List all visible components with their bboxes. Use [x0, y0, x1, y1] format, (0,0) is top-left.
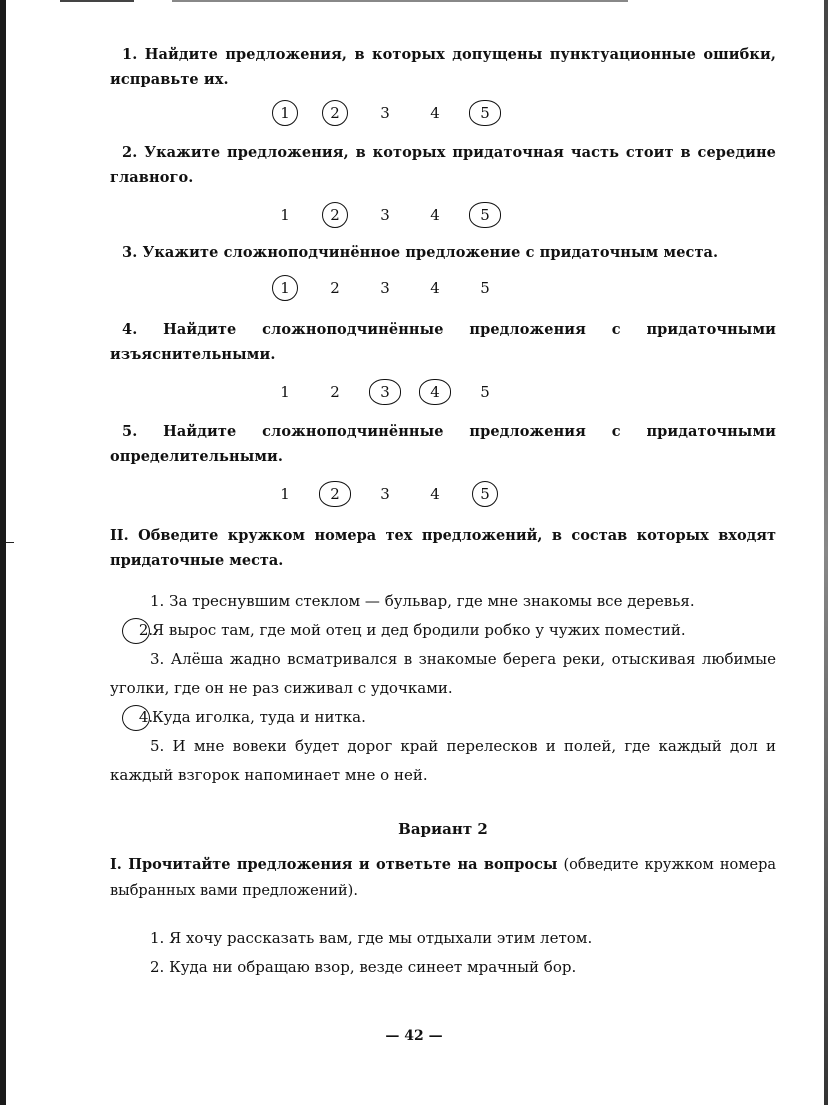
answer-option[interactable]: 1: [280, 206, 290, 224]
answer-option-circled[interactable]: 1: [260, 100, 310, 126]
sentence-item: 2. Куда ни обращаю взор, везде синеет мрачный бор.: [110, 953, 776, 982]
answer-option[interactable]: 4: [430, 206, 440, 224]
task-3: [110, 240, 776, 303]
variant-2: [110, 820, 776, 982]
task-2: [110, 140, 776, 230]
answer-options: [260, 479, 776, 509]
answer-options: [260, 200, 776, 230]
answer-option[interactable]: 4: [430, 279, 440, 297]
top-rule: [172, 0, 628, 2]
answer-option-circled[interactable]: 1: [260, 275, 310, 301]
answer-option-circled[interactable]: 2: [310, 202, 360, 228]
sentence-number-circled[interactable]: 4.: [122, 705, 150, 731]
page-number: — 42 —: [385, 1028, 443, 1044]
task-text: 1. Найдите предложения, в которых допущены пунктуационные ошибки, исправьте их.: [110, 46, 776, 88]
task-1: [110, 42, 776, 128]
section-heading: I. Прочитайте предложения и ответьте на вопросы (обведите кружком номера выбранных вами предложений).: [110, 856, 776, 899]
sentence-number[interactable]: 2.: [150, 958, 165, 976]
answer-option[interactable]: 4: [430, 485, 440, 503]
answer-option-circled[interactable]: 2: [310, 481, 360, 507]
sentence-item: 3. Алёша жадно всматривался в знакомые берега реки, отыскивая любимые уголки, где он не раз сиживал с удочками.: [110, 645, 776, 703]
answer-option[interactable]: 4: [430, 104, 440, 122]
task-4: [110, 317, 776, 407]
sentence-item: 4.Куда иголка, туда и нитка.: [110, 703, 776, 732]
answer-option[interactable]: 5: [480, 279, 490, 297]
section-heading: II. Обведите кружком номера тех предложений, в состав которых входят придаточные места.: [110, 527, 776, 569]
answer-option[interactable]: 3: [380, 206, 390, 224]
sentence-number[interactable]: 1.: [150, 929, 165, 947]
answer-option-circled[interactable]: 5: [460, 481, 510, 507]
sentence-list: [110, 587, 776, 790]
task-5: [110, 419, 776, 509]
task-text: 5. Найдите сложноподчинённые предложения с придаточными определительными.: [110, 423, 776, 465]
part-2: [110, 523, 776, 790]
sentence-number[interactable]: 5.: [150, 737, 165, 755]
sentence-number[interactable]: 3.: [150, 650, 165, 668]
top-rule: [60, 0, 134, 2]
task-text: 2. Укажите предложения, в которых придаточная часть стоит в середине главного.: [110, 144, 776, 186]
scan-mark: [6, 542, 14, 543]
answer-option-circled[interactable]: 5: [460, 100, 510, 126]
sentence-item: 2.Я вырос там, где мой отец и дед бродили робко у чужих поместий.: [110, 616, 776, 645]
sentence-list: [110, 924, 776, 982]
variant-title: Вариант 2: [398, 820, 488, 838]
sentence-item: 5. И мне вовеки будет дорог край перелесков и полей, где каждый дол и каждый взгорок напоминает мне о ней.: [110, 732, 776, 790]
answer-option[interactable]: 2: [330, 279, 340, 297]
answer-option[interactable]: 3: [380, 279, 390, 297]
answer-option[interactable]: 5: [480, 383, 490, 401]
answer-options: [260, 273, 776, 303]
answer-option-circled[interactable]: 2: [310, 100, 360, 126]
sentence-item: 1. За треснувшим стеклом — бульвар, где мне знакомы все деревья.: [110, 587, 776, 616]
page-content: [110, 40, 776, 982]
answer-option-circled[interactable]: 4: [410, 379, 460, 405]
answer-option[interactable]: 3: [380, 485, 390, 503]
task-text: 4. Найдите сложноподчинённые предложения с придаточными изъяснительными.: [110, 321, 776, 363]
answer-options: [260, 377, 776, 407]
scan-edge-right: [824, 0, 828, 1105]
answer-option-circled[interactable]: 3: [360, 379, 410, 405]
sentence-number[interactable]: 1.: [150, 592, 165, 610]
task-text: 3. Укажите сложноподчинённое предложение с придаточным места.: [122, 244, 719, 261]
answer-options: [260, 98, 776, 128]
answer-option[interactable]: 3: [380, 104, 390, 122]
answer-option[interactable]: 2: [330, 383, 340, 401]
sentence-number-circled[interactable]: 2.: [122, 618, 150, 644]
answer-option[interactable]: 1: [280, 383, 290, 401]
answer-option-circled[interactable]: 5: [460, 202, 510, 228]
sentence-item: 1. Я хочу рассказать вам, где мы отдыхали этим летом.: [110, 924, 776, 953]
scan-edge-left: [0, 0, 6, 1105]
answer-option[interactable]: 1: [280, 485, 290, 503]
